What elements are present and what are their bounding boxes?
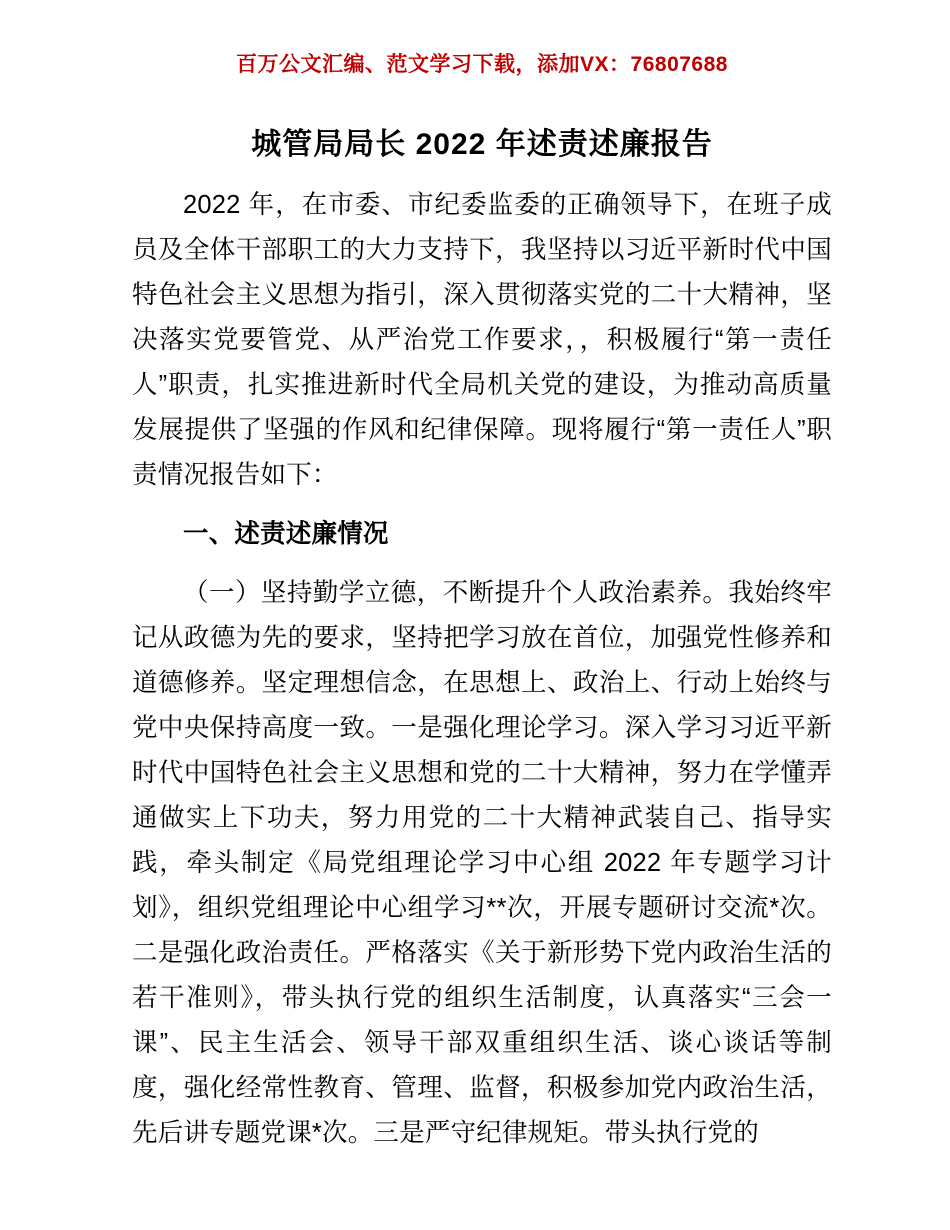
heading-section-one: 一、述责述廉情况 <box>183 520 389 549</box>
paragraph-subsection-one: （一）坚持勤学立德，不断提升个人政治素养。我始终牢记从政德为先的要求，坚持把学习放在首位，加强党性修养和道德修养。坚定理想信念，在思想上、政治上、行动上始终与党中央保持高度一致。一是强化理论学习。深入学习习近平新时代中国特色社会主义思想和党的二十大精神，努力在学懂弄通做实上下功夫，努力用党的二十大精神武装自己、指导实践，牵头制定《局党组理论学习中心组 2022 年专题学习计划》，组织党组理论中心组学习**次，开展专题研讨交流*次。二是强化政治责任。严格落实《关于新形势下党内政治生活的若干准则》，带头执行党的组织生活制度，认真落实“三会一课”、民主生活会、领导干部双重组织生活、谈心谈话等制度，强化经常性教育、管理、监督，积极参加党内政治生活，先后讲专题党课*次。三是严守纪律规矩。带头执行党的 <box>132 579 832 1148</box>
watermark-promo-text: 百万公文汇编、范文学习下载，添加VX：76807688 <box>236 53 728 76</box>
page-title: 城管局局长 2022 年述责述廉报告 <box>251 128 713 162</box>
paragraph-intro: 2022 年，在市委、市纪委监委的正确领导下，在班子成员及全体干部职工的大力支持下，我坚持以习近平新时代中国特色社会主义思想为指引，深入贯彻落实党的二十大精神，坚决落实党要管党、从严治党工作要求，，积极履行“第一责任人”职责，扎实推进新时代全局机关党的建设，为推动高质量发展提供了坚强的作风和纪律保障。现将履行“第一责任人”职责情况报告如下： <box>132 191 832 490</box>
